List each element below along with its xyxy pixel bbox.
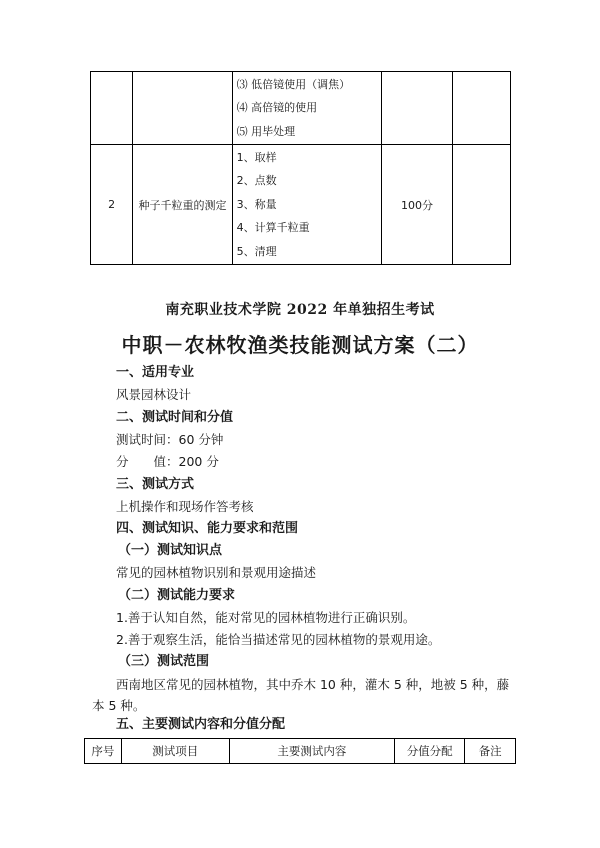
section-text: 上机操作和现场作答考核 [116,499,254,514]
table-row [91,72,511,145]
section-heading-3: 三、测试方式 [116,477,195,492]
test-content-table-continued [90,71,511,265]
header-cell: 分值分配 [395,739,465,764]
header-cell: 主要测试内容 [229,739,394,764]
content-line: ⑷ 高倍镜的使用 [236,101,318,115]
cell-note [453,72,511,145]
ability-item-1: 1.善于认知自然，能对常见的园林植物进行正确识别。 [116,610,416,625]
cell-number [91,72,133,145]
subsection-heading-1: （一）测试知识点 [118,543,223,558]
score-table-header [84,738,516,764]
header-cell: 序号 [85,739,122,764]
section-text: 风景园林设计 [116,387,192,402]
section-text: 常见的园林植物识别和景观用途描述 [116,565,317,580]
cell-contents [232,72,381,145]
cell-item [133,72,232,145]
school-title: 南充职业技术学院 2022 年单独招生考试 [165,302,435,318]
test-time: 测试时间：60 分钟 [116,432,224,447]
cell-note [453,145,511,265]
table-row [85,739,516,764]
cell-contents [232,145,381,265]
section-heading-5: 五、主要测试内容和分值分配 [116,717,286,732]
table-row [91,145,511,265]
section-heading-2: 二、测试时间和分值 [116,410,234,425]
scope-text: 西南地区常见的园林植物，其中乔木 10 种，灌木 5 种，地被 5 种，藤本 5 种。 [92,677,510,713]
cell-score [382,72,453,145]
content-line: 3、称量 [236,197,277,211]
cell-number: 2 [91,145,133,265]
header-cell: 测试项目 [121,739,229,764]
content-line: ⑶ 低倍镜使用（调焦） [236,77,351,91]
content-line: 5、清理 [236,244,277,258]
header-cell: 备注 [465,739,516,764]
content-line: ⑸ 用毕处理 [236,124,296,138]
ability-item-2: 2.善于观察生活，能恰当描述常见的园林植物的景观用途。 [116,632,441,647]
content-line: 2、点数 [236,174,277,188]
cell-item: 种子千粒重的测定 [133,145,232,265]
document-title: 中职－农林牧渔类技能测试方案（二） [121,333,479,357]
test-score: 分 值：200 分 [116,454,219,469]
content-line: 4、计算千粒重 [236,221,310,235]
content-line: 1、取样 [236,150,277,164]
section-heading-4: 四、测试知识、能力要求和范围 [116,521,299,536]
subsection-heading-3: （三）测试范围 [118,654,210,669]
section-heading-1: 一、适用专业 [116,365,195,380]
subsection-heading-2: （二）测试能力要求 [118,588,236,603]
cell-score: 100分 [382,145,453,265]
